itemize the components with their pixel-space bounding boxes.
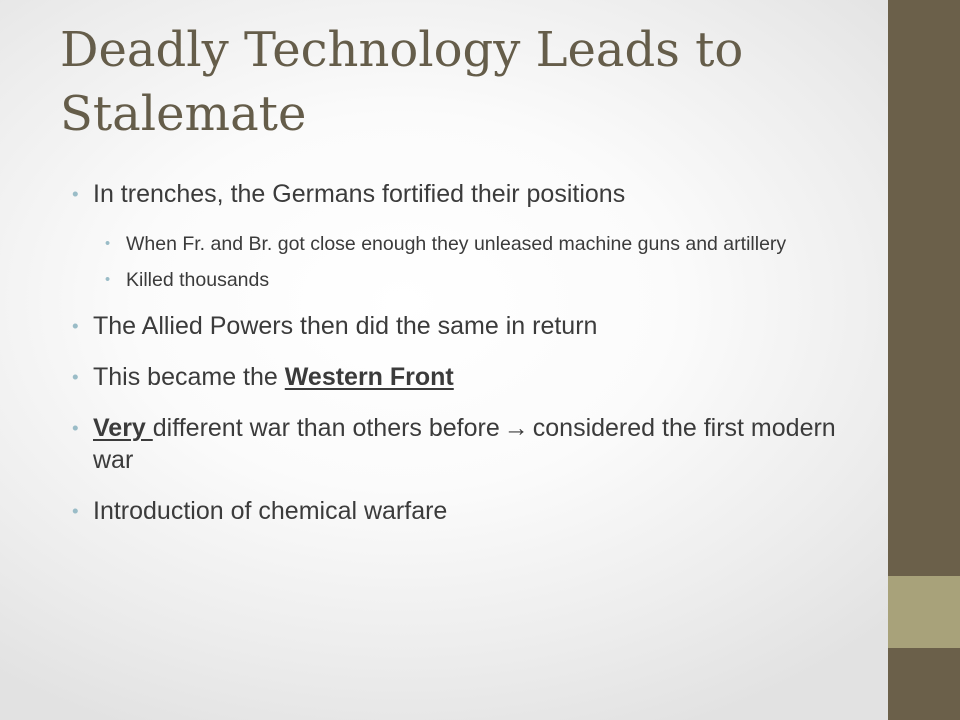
bullet-marker: • — [72, 315, 79, 336]
sidebar-accent-top — [888, 0, 960, 576]
sub-bullet-text: When Fr. and Br. got close enough they unleased machine guns and artillery — [126, 233, 787, 255]
bullet-item — [72, 361, 862, 393]
sub-bullet-text: Killed thousands — [126, 269, 270, 291]
bullet-item — [72, 178, 862, 210]
bullet-marker: • — [72, 183, 79, 204]
bullet-marker: • — [105, 236, 111, 252]
sub-bullet-item — [105, 265, 862, 296]
right-arrow-icon: → — [503, 414, 529, 442]
bullet-text-prefix: This became the — [93, 363, 285, 391]
very-emphasis: Very — [93, 414, 153, 442]
bullet-marker: • — [72, 366, 79, 387]
bullet-text-middle: different war than others before — [152, 414, 500, 442]
bullet-text: In trenches, the Germans fortified their positions — [93, 180, 626, 208]
sub-bullet-item — [105, 229, 862, 260]
sidebar-accent-bottom — [888, 648, 960, 720]
bullet-text-suffix: considered the first modern war — [93, 414, 836, 474]
bullet-item — [72, 412, 862, 476]
bullet-item — [72, 310, 862, 342]
bullet-marker: • — [72, 500, 79, 521]
bullet-text: Introduction of chemical warfare — [93, 497, 448, 525]
bullet-list — [72, 178, 862, 546]
slide-title: Deadly Technology Leads to Stalemate — [60, 22, 744, 142]
western-front-emphasis: Western Front — [284, 363, 454, 391]
bullet-marker: • — [72, 417, 79, 438]
sidebar-accent-middle — [888, 576, 960, 648]
bullet-text: The Allied Powers then did the same in return — [93, 312, 598, 340]
bullet-marker: • — [105, 272, 111, 288]
bullet-item — [72, 495, 862, 527]
